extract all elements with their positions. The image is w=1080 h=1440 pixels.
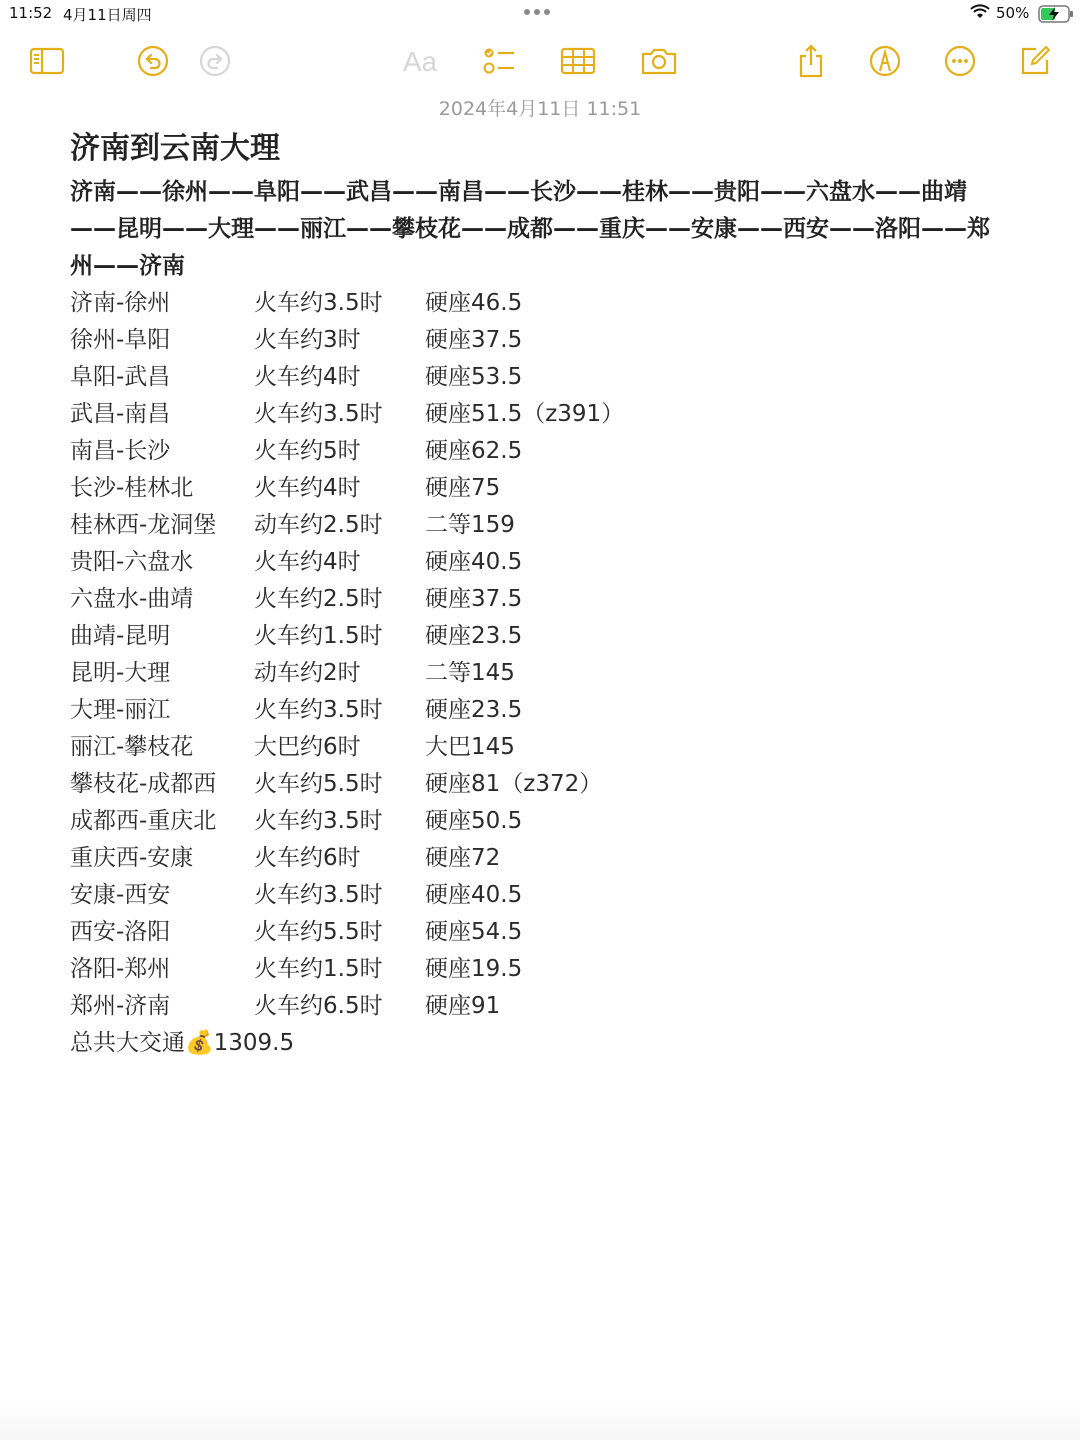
row-mode: 火车约4时 bbox=[254, 549, 361, 575]
table-icon bbox=[560, 46, 596, 76]
share-icon bbox=[796, 43, 826, 79]
row-fare: 硬座51.5（z391） bbox=[425, 401, 625, 427]
row-mode: 火车约4时 bbox=[254, 364, 361, 390]
note-date: 2024年4月11日 11:51 bbox=[438, 98, 642, 120]
row-leg: 西安-洛阳 bbox=[70, 919, 171, 945]
share-button[interactable] bbox=[786, 36, 836, 86]
itinerary-row[interactable] bbox=[70, 396, 1030, 433]
itinerary-row[interactable] bbox=[70, 692, 1030, 729]
row-mode: 火车约3.5时 bbox=[254, 697, 383, 723]
row-mode: 大巴约6时 bbox=[254, 734, 361, 760]
row-leg: 重庆西-安康 bbox=[70, 845, 194, 871]
row-fare: 硬座23.5 bbox=[425, 697, 523, 723]
row-mode: 火车约3.5时 bbox=[254, 882, 383, 908]
row-leg: 徐州-阜阳 bbox=[70, 327, 171, 353]
row-leg: 攀枝花-成都西 bbox=[70, 771, 217, 797]
status-date: 4月11日周四 bbox=[63, 6, 152, 24]
row-fare: 硬座81（z372） bbox=[425, 771, 603, 797]
itinerary-row[interactable] bbox=[70, 470, 1030, 507]
undo-button[interactable] bbox=[128, 36, 178, 86]
row-mode: 火车约5时 bbox=[254, 438, 361, 464]
itinerary-row[interactable] bbox=[70, 877, 1030, 914]
itinerary-row[interactable] bbox=[70, 988, 1030, 1025]
row-mode: 动车约2.5时 bbox=[254, 512, 383, 538]
row-leg: 成都西-重庆北 bbox=[70, 808, 217, 834]
itinerary-row[interactable] bbox=[70, 507, 1030, 544]
checklist-icon bbox=[481, 45, 517, 77]
battery-percent: 50% bbox=[996, 4, 1030, 22]
row-leg: 安康-西安 bbox=[70, 882, 171, 908]
itinerary-row[interactable] bbox=[70, 581, 1030, 618]
row-fare: 硬座62.5 bbox=[425, 438, 523, 464]
itinerary-row[interactable] bbox=[70, 544, 1030, 581]
row-mode: 火车约4时 bbox=[254, 475, 361, 501]
more-options-button[interactable] bbox=[935, 36, 985, 86]
row-mode: 火车约3.5时 bbox=[254, 401, 383, 427]
row-fare: 硬座91 bbox=[425, 993, 501, 1019]
row-leg: 郑州-济南 bbox=[70, 993, 171, 1019]
itinerary-row[interactable] bbox=[70, 655, 1030, 692]
undo-icon bbox=[136, 44, 170, 78]
row-leg: 南昌-长沙 bbox=[70, 438, 171, 464]
notes-toolbar bbox=[0, 36, 1080, 86]
redo-icon bbox=[198, 44, 232, 78]
battery-charging-icon bbox=[1038, 5, 1074, 27]
note-title[interactable]: 济南到云南大理 bbox=[70, 131, 280, 166]
row-mode: 火车约1.5时 bbox=[254, 956, 383, 982]
row-fare: 硬座19.5 bbox=[425, 956, 523, 982]
itinerary-row[interactable] bbox=[70, 618, 1030, 655]
compose-icon bbox=[1018, 44, 1052, 78]
row-mode: 火车约5.5时 bbox=[254, 919, 383, 945]
more-icon bbox=[943, 44, 977, 78]
itinerary-row[interactable] bbox=[70, 322, 1030, 359]
itinerary-row[interactable] bbox=[70, 766, 1030, 803]
redo-button[interactable] bbox=[190, 36, 240, 86]
table-button[interactable] bbox=[553, 36, 603, 86]
format-text-button[interactable]: Aa bbox=[402, 46, 438, 77]
itinerary-row[interactable] bbox=[70, 840, 1030, 877]
row-fare: 硬座40.5 bbox=[425, 549, 523, 575]
sidebar-icon bbox=[29, 46, 65, 76]
row-leg: 武昌-南昌 bbox=[70, 401, 171, 427]
row-fare: 硬座54.5 bbox=[425, 919, 523, 945]
itinerary-list bbox=[70, 285, 1030, 1025]
status-time: 11:52 bbox=[9, 4, 53, 22]
multitasking-dots-icon[interactable] bbox=[524, 3, 550, 15]
row-leg: 济南-徐州 bbox=[70, 290, 171, 316]
note-body[interactable] bbox=[70, 126, 1030, 1062]
row-fare: 硬座46.5 bbox=[425, 290, 523, 316]
row-mode: 火车约6时 bbox=[254, 845, 361, 871]
row-fare: 硬座23.5 bbox=[425, 623, 523, 649]
row-mode: 动车约2时 bbox=[254, 660, 361, 686]
itinerary-row[interactable] bbox=[70, 285, 1030, 322]
row-fare: 硬座53.5 bbox=[425, 364, 523, 390]
row-mode: 火车约5.5时 bbox=[254, 771, 383, 797]
status-bar bbox=[0, 0, 1080, 28]
total-cost[interactable]: 总共大交通💰1309.5 bbox=[70, 1030, 295, 1056]
row-fare: 大巴145 bbox=[425, 734, 515, 760]
row-fare: 硬座50.5 bbox=[425, 808, 523, 834]
camera-icon bbox=[640, 46, 678, 76]
route-line[interactable]: 济南——徐州——阜阳——武昌——南昌——长沙——桂林——贵阳——六盘水——曲靖——昆明——大理——丽江——攀枝花——成都——重庆——安康——西安——洛阳——郑州——济南 bbox=[70, 179, 990, 279]
checklist-button[interactable] bbox=[474, 36, 524, 86]
row-leg: 六盘水-曲靖 bbox=[70, 586, 194, 612]
row-leg: 阜阳-武昌 bbox=[70, 364, 171, 390]
row-fare: 硬座40.5 bbox=[425, 882, 523, 908]
itinerary-row[interactable] bbox=[70, 729, 1030, 766]
row-leg: 丽江-攀枝花 bbox=[70, 734, 194, 760]
row-leg: 长沙-桂林北 bbox=[70, 475, 194, 501]
itinerary-row[interactable] bbox=[70, 914, 1030, 951]
row-fare: 二等159 bbox=[425, 512, 515, 538]
row-leg: 贵阳-六盘水 bbox=[70, 549, 194, 575]
row-fare: 二等145 bbox=[425, 660, 515, 686]
itinerary-row[interactable] bbox=[70, 433, 1030, 470]
row-mode: 火车约3.5时 bbox=[254, 290, 383, 316]
home-indicator-area bbox=[0, 1400, 1080, 1440]
row-leg: 大理-丽江 bbox=[70, 697, 171, 723]
itinerary-row[interactable] bbox=[70, 359, 1030, 396]
row-mode: 火车约6.5时 bbox=[254, 993, 383, 1019]
row-leg: 桂林西-龙洞堡 bbox=[70, 512, 217, 538]
row-leg: 洛阳-郑州 bbox=[70, 956, 171, 982]
row-fare: 硬座75 bbox=[425, 475, 501, 501]
compose-button[interactable] bbox=[1010, 36, 1060, 86]
row-leg: 昆明-大理 bbox=[70, 660, 171, 686]
markup-icon bbox=[868, 44, 902, 78]
sidebar-toggle-button[interactable] bbox=[22, 36, 72, 86]
wifi-icon bbox=[970, 4, 990, 24]
camera-button[interactable] bbox=[634, 36, 684, 86]
row-mode: 火车约3.5时 bbox=[254, 808, 383, 834]
row-fare: 硬座37.5 bbox=[425, 586, 523, 612]
itinerary-row[interactable] bbox=[70, 951, 1030, 988]
row-mode: 火车约2.5时 bbox=[254, 586, 383, 612]
itinerary-row[interactable] bbox=[70, 803, 1030, 840]
row-fare: 硬座72 bbox=[425, 845, 501, 871]
row-leg: 曲靖-昆明 bbox=[70, 623, 171, 649]
row-mode: 火车约3时 bbox=[254, 327, 361, 353]
markup-button[interactable] bbox=[860, 36, 910, 86]
row-mode: 火车约1.5时 bbox=[254, 623, 383, 649]
row-fare: 硬座37.5 bbox=[425, 327, 523, 353]
